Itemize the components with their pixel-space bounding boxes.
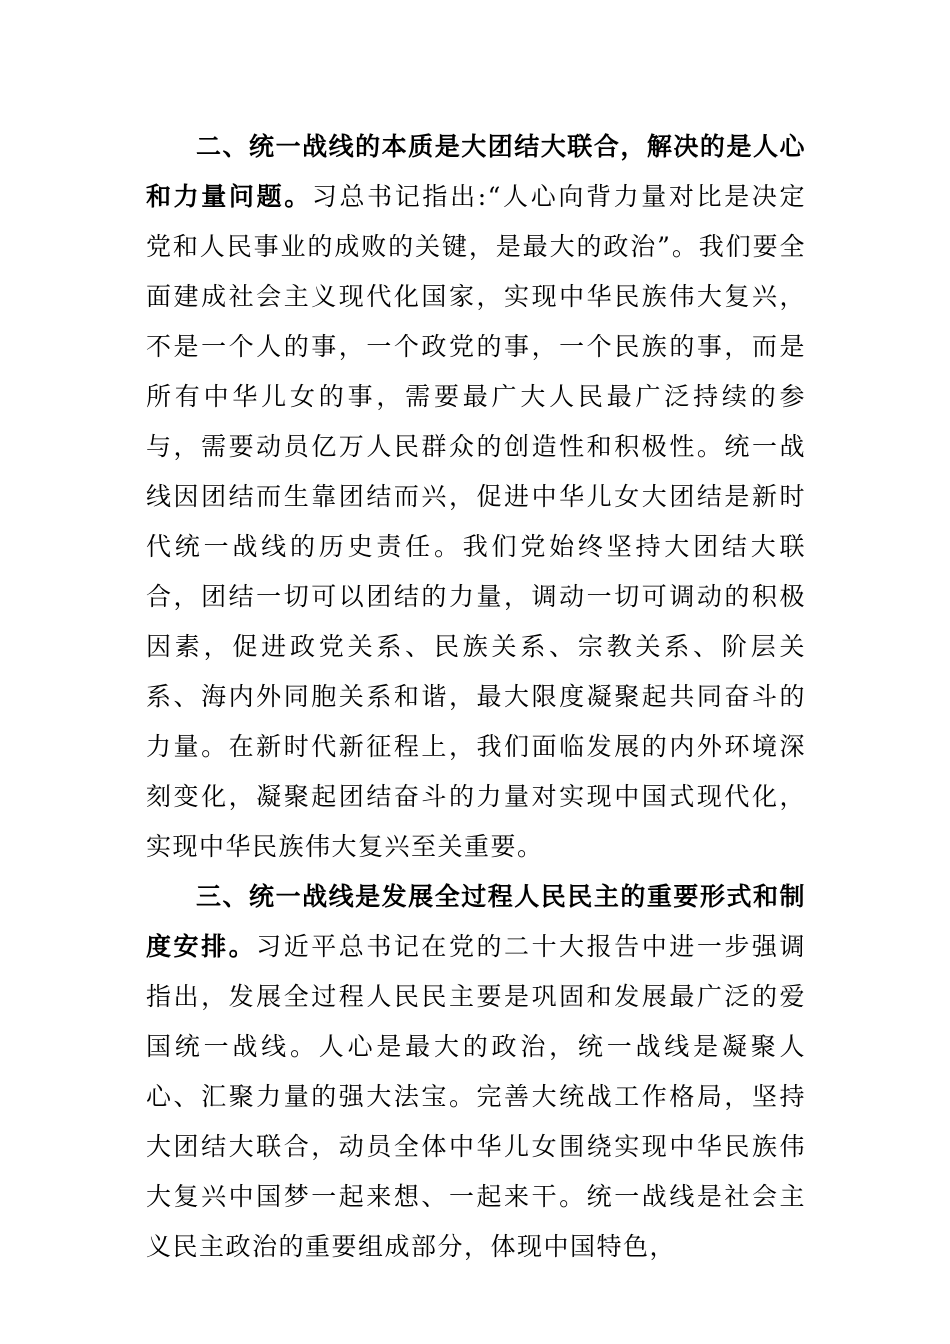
paragraph-whole-process-democracy — [146, 872, 806, 1272]
document-body — [146, 122, 806, 1272]
paragraph-heading: 三、统一战线是发展全过程人民民主的重要形式和制度安排。 — [146, 882, 806, 961]
paragraph-united-front-essence — [146, 122, 806, 872]
paragraph-text: 习近平总书记在党的二十大报告中进一步强调指出，发展全过程人民民主要是巩固和发展最广泛的爱国统一战线。人心是最大的政治，统一战线是凝聚人心、汇聚力量的强大法宝。完善大统战工作格局，坚持大团结大联合，动员全体中华儿女围绕实现中华民族伟大复兴中国梦一起来想、一起来干。统一战线是社会主义民主政治的重要组成部分，体现中国特色， — [146, 932, 806, 1261]
paragraph-heading: 二、统一战线的本质是大团结大联合，解决的是人心和力量问题。 — [146, 132, 806, 211]
paragraph-text: 习总书记指出:“人心向背力量对比是决定党和人民事业的成败的关键，是最大的政治”。我们要全面建成社会主义现代化国家，实现中华民族伟大复兴，不是一个人的事，一个政党的事，一个民族的事，而是所有中华儿女的事，需要最广大人民最广泛持续的参与，需要动员亿万人民群众的创造性和积极性。统一战线因团结而生靠团结而兴，促进中华儿女大团结是新时代统一战线的历史责任。我们党始终坚持大团结大联合，团结一切可以团结的力量，调动一切可调动的积极因素，促进政党关系、民族关系、宗教关系、阶层关系、海内外同胞关系和谐，最大限度凝聚起共同奋斗的力量。在新时代新征程上，我们面临发展的内外环境深刻变化，凝聚起团结奋斗的力量对实现中国式现代化，实现中华民族伟大复兴至关重要。 — [146, 182, 806, 861]
